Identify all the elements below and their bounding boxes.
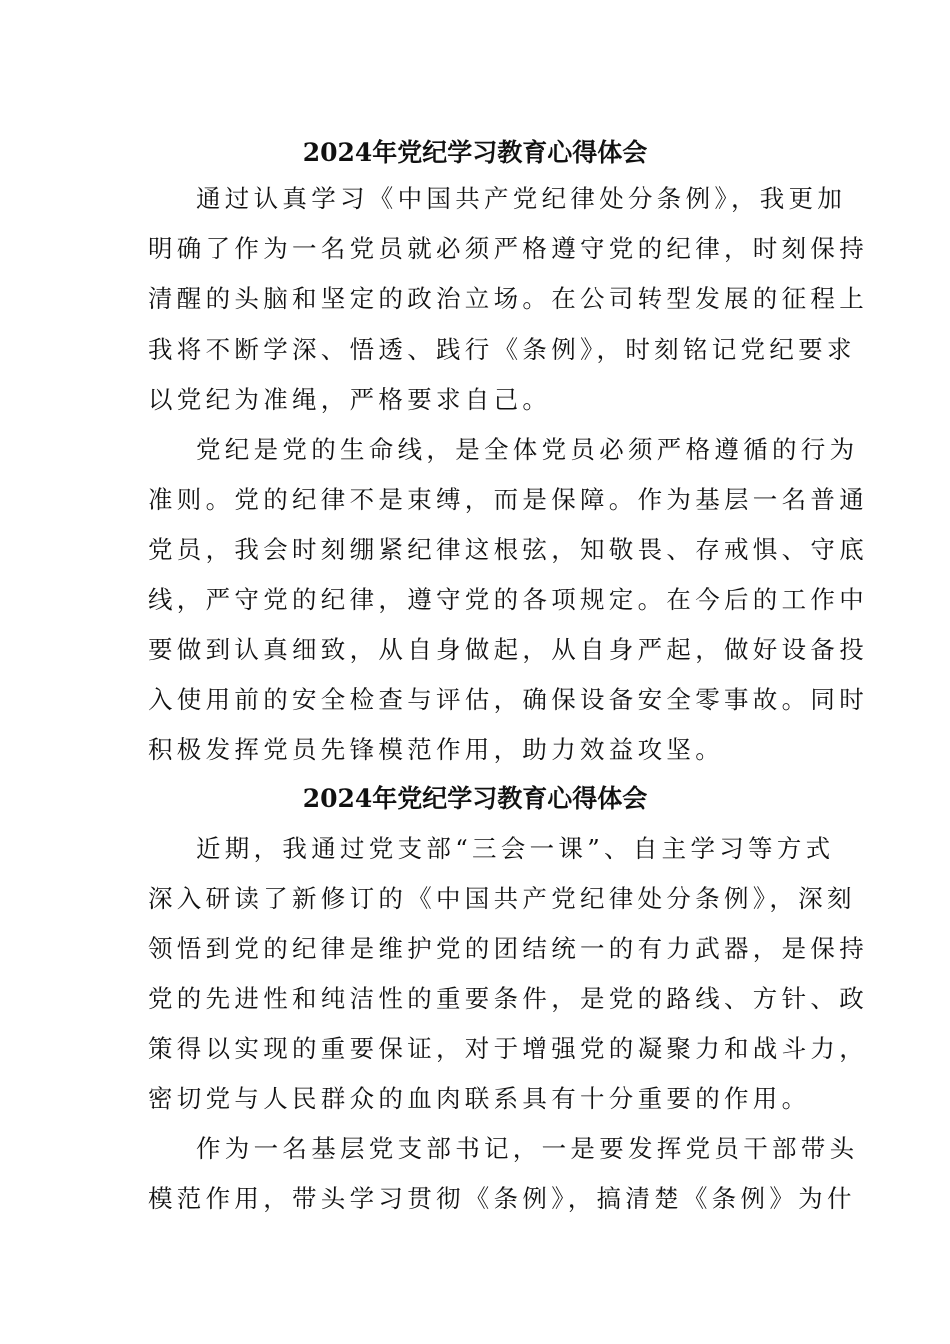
text-line: 我将不断学深、悟透、践行《条例》，时刻铭记党纪要求 <box>148 335 856 364</box>
section-title: 2024年党纪学习教育心得体会 <box>302 138 648 167</box>
text-line: 模范作用，带头学习贯彻《条例》，搞清楚《条例》为什 <box>148 1184 856 1213</box>
text-line: 近期，我通过党支部“三会一课”、自主学习等方式 <box>196 834 835 863</box>
text-line: 党的先进性和纯洁性的重要条件，是党的路线、方针、政 <box>148 984 868 1013</box>
text-line: 党员，我会时刻绷紧纪律这根弦，知敬畏、存戒惧、守底 <box>148 535 868 564</box>
text-line: 明确了作为一名党员就必须严格遵守党的纪律，时刻保持 <box>148 234 868 263</box>
text-line: 党纪是党的生命线，是全体党员必须严格遵循的行为 <box>196 435 859 464</box>
text-line: 准则。党的纪律不是束缚，而是保障。作为基层一名普通 <box>148 485 868 514</box>
text-line: 线，严守党的纪律，遵守党的各项规定。在今后的工作中 <box>148 585 868 614</box>
text-line: 入使用前的安全检查与评估，确保设备安全零事故。同时 <box>148 685 868 714</box>
text-line: 以党纪为准绳，严格要求自己。 <box>148 385 552 414</box>
text-line: 密切党与人民群众的血肉联系具有十分重要的作用。 <box>148 1084 811 1113</box>
text-line: 积极发挥党员先锋模范作用，助力效益攻坚。 <box>148 735 724 764</box>
text-line: 清醒的头脑和坚定的政治立场。在公司转型发展的征程上 <box>148 284 868 313</box>
text-line: 领悟到党的纪律是维护党的团结统一的有力武器，是保持 <box>148 934 868 963</box>
text-line: 作为一名基层党支部书记，一是要发挥党员干部带头 <box>196 1134 859 1163</box>
section-title: 2024年党纪学习教育心得体会 <box>302 784 648 813</box>
text-line: 策得以实现的重要保证，对于增强党的凝聚力和战斗力， <box>148 1034 868 1063</box>
text-line: 通过认真学习《中国共产党纪律处分条例》，我更加 <box>196 184 847 213</box>
text-line: 要做到认真细致，从自身做起，从自身严起，做好设备投 <box>148 635 868 664</box>
text-line: 深入研读了新修订的《中国共产党纪律处分条例》，深刻 <box>148 884 856 913</box>
